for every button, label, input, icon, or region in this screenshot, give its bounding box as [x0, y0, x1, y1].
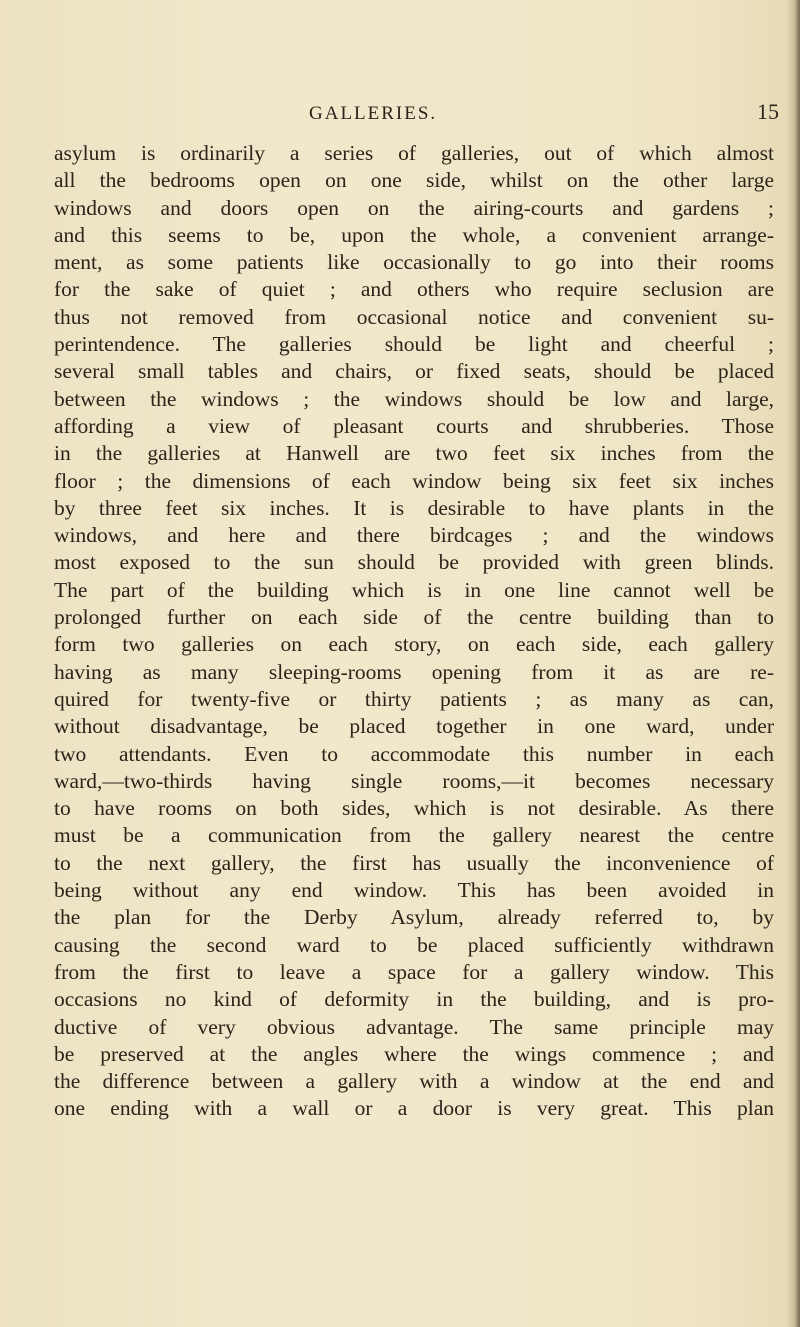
page-number: 15 — [757, 99, 779, 124]
text-line: quired for twenty-five or thirty patients ; as many as can, — [54, 686, 774, 711]
text-line: windows and doors open on the airing-courts and gardens ; — [54, 195, 774, 220]
text-line: from the first to leave a space for a gallery window. This — [54, 959, 774, 984]
text-line: perintendence. The galleries should be light and cheerful ; — [54, 332, 774, 357]
body-text — [54, 140, 774, 1123]
text-line: must be a communication from the gallery nearest the centre — [54, 823, 774, 848]
text-line: one ending with a wall or a door is very great. This plan — [54, 1096, 774, 1121]
text-line: ward,—two-thirds having single rooms,—it becomes necessary — [54, 768, 774, 793]
text-line: having as many sleeping-rooms opening from it as are re- — [54, 659, 774, 684]
text-line: to the next gallery, the first has usually the inconvenience of — [54, 850, 774, 875]
page-edge-shadow — [786, 0, 800, 1327]
text-line: the plan for the Derby Asylum, already referred to, by — [54, 905, 774, 930]
text-line: several small tables and chairs, or fixed seats, should be placed — [54, 359, 774, 384]
text-line: by three feet six inches. It is desirable to have plants in the — [54, 495, 774, 520]
text-line: for the sake of quiet ; and others who require seclusion are — [54, 277, 774, 302]
text-line: prolonged further on each side of the centre building than to — [54, 605, 774, 630]
text-line: and this seems to be, upon the whole, a convenient arrange- — [54, 222, 774, 247]
running-title: GALLERIES. — [309, 103, 438, 124]
text-line: be preserved at the angles where the wings commence ; and — [54, 1041, 774, 1066]
text-line: ductive of very obvious advantage. The same principle may — [54, 1014, 774, 1039]
text-line: affording a view of pleasant courts and shrubberies. Those — [54, 413, 774, 438]
text-line: in the galleries at Hanwell are two feet six inches from the — [54, 441, 774, 466]
text-line: being without any end window. This has been avoided in — [54, 878, 774, 903]
text-line: all the bedrooms open on one side, whilst on the other large — [54, 168, 774, 193]
text-line: asylum is ordinarily a series of galleries, out of which almost — [54, 141, 774, 165]
text-line: The part of the building which is in one line cannot well be — [54, 577, 774, 602]
text-line: occasions no kind of deformity in the building, and is pro- — [54, 987, 774, 1012]
text-line: between the windows ; the windows should be low and large, — [54, 386, 774, 411]
text-line: the difference between a gallery with a window at the end and — [54, 1069, 774, 1094]
text-line: form two galleries on each story, on each side, each gallery — [54, 632, 774, 657]
text-line: floor ; the dimensions of each window being six feet six inches — [54, 468, 774, 493]
text-line: causing the second ward to be placed sufficiently withdrawn — [54, 932, 774, 957]
text-line: to have rooms on both sides, which is not desirable. As there — [54, 796, 774, 821]
text-line: ment, as some patients like occasionally to go into their rooms — [54, 250, 774, 275]
text-line: thus not removed from occasional notice and convenient su- — [54, 304, 774, 329]
text-line: most exposed to the sun should be provided with green blinds. — [54, 550, 774, 575]
text-line: windows, and here and there birdcages ; and the windows — [54, 523, 774, 548]
running-head — [0, 99, 800, 133]
text-line: two attendants. Even to accommodate this number in each — [54, 741, 774, 766]
text-line: without disadvantage, be placed together in one ward, under — [54, 714, 774, 739]
